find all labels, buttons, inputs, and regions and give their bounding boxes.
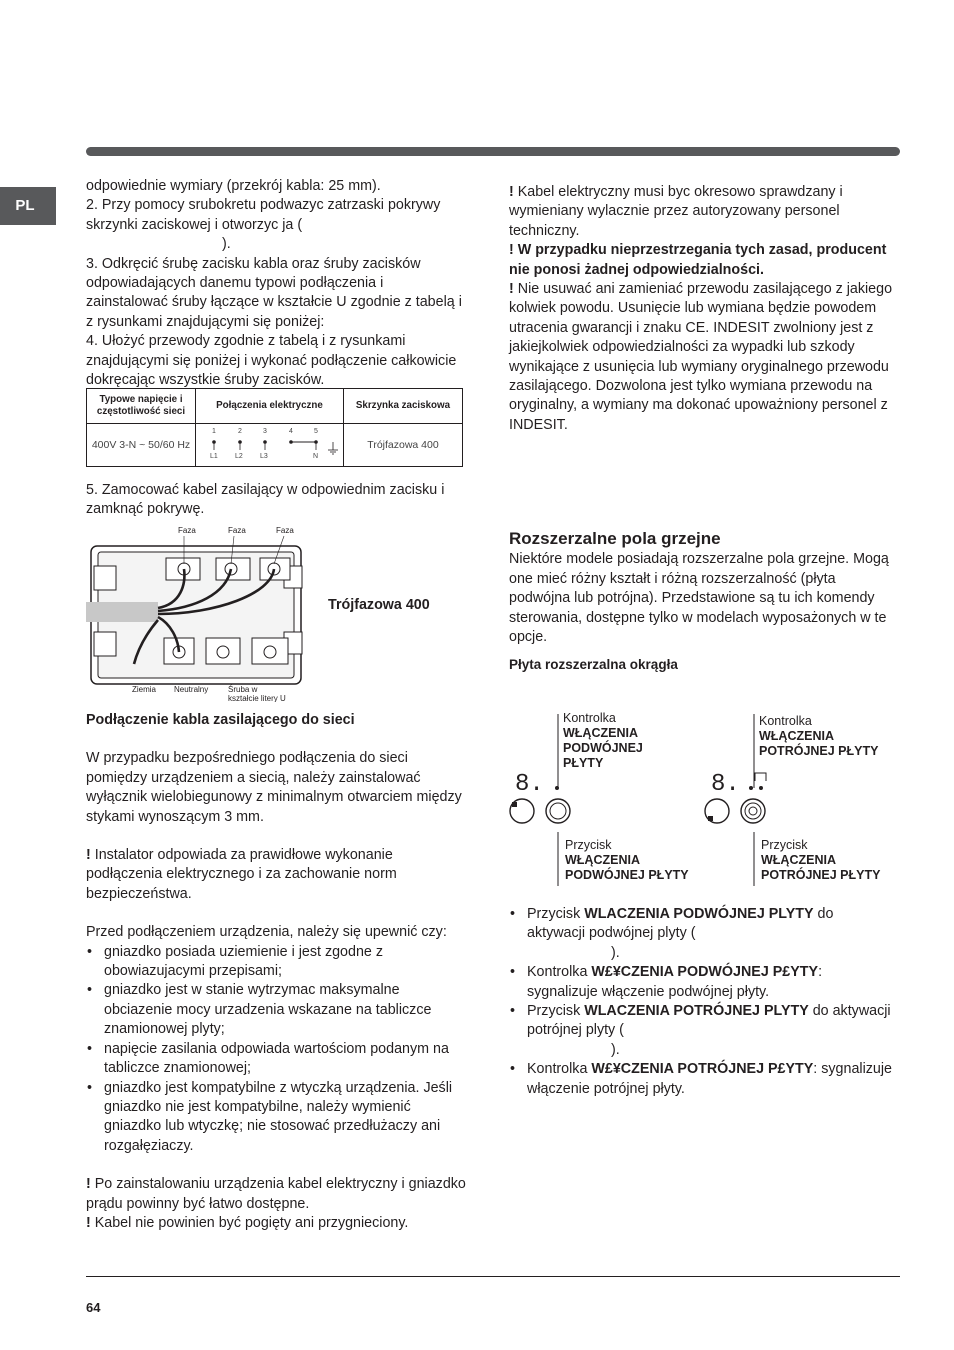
paragraph: Przed podłączeniem urządzenia, należy się upewnić czy:: [86, 924, 447, 941]
triple-zone-button-icon[interactable]: [741, 799, 765, 823]
terminal-number: 3: [263, 428, 267, 435]
paragraph: ! Kabel elektryczny musi byc okresowo sprawdzany i wymieniany wylacznie przez autoryzowany personel techniczny.: [509, 184, 843, 239]
checklist: [86, 943, 468, 1156]
list-item: • Kontrolka W£¥CZENIA PODWÓJNEJ P£YTY: sygnalizuje włączenie podwójnej płyty.: [509, 963, 894, 1002]
table-header: Typowe napięcie i częstotliwość sieci: [87, 389, 196, 424]
table-header: Skrzynka zaciskowa: [344, 389, 463, 424]
step-4: 4. Ułożyć przewody zgodnie z tabelą i z rysunkami znajdującymi się poniżej i wykonać podłączenie całkowicie dokręcając wszystkie śruby zacisków.: [86, 333, 457, 389]
warning-mark: !: [509, 184, 514, 200]
faza-label: Faza: [228, 526, 246, 535]
list-item: • Kontrolka W£¥CZENIA POTRÓJNEJ P£YTY: sygnalizuje włączenie potrójnej płyty.: [509, 1060, 894, 1099]
subheading: Płyta rozszerzalna okrągła: [509, 657, 678, 673]
header-bar: [86, 147, 900, 156]
terminal-number: 1: [212, 428, 216, 435]
left-column-top: [86, 177, 468, 390]
triple-indicator-label: Kontrolka WŁĄCZENIA POTRÓJNEJ PŁYTY: [759, 714, 879, 758]
faza-label: Faza: [178, 526, 196, 535]
terminal-box-diagram: [86, 524, 316, 702]
double-button-label: Przycisk WŁĄCZENIA PODWÓJNEJ PŁYTY: [565, 838, 689, 882]
step-5: 5. Zamocować kabel zasilający w odpowiednim zacisku i zamknąć pokrywę.: [86, 482, 445, 518]
triple-indicator-dot: [749, 786, 753, 790]
list-item: • gniazdko posiada uziemienie i jest zgodne z obowiazujacymi przepisami;: [86, 943, 468, 982]
right-column-bottom: [509, 905, 894, 1099]
right-column-middle: [509, 529, 894, 675]
triple-indicator-dot: [759, 786, 763, 790]
diagram-caption: Trójfazowa 400: [328, 597, 430, 613]
neutralny-label: Neutralny: [174, 685, 209, 694]
paragraph: Niektóre modele posiadają rozszerzalne pola grzejne. Mogą one mieć różny kształt i różną rozszerzalność (płyta podwójna lub potrójna). Przedstawione są tu ich komendy sterowania, dostępne tylko w modelach wyposażonych w te opcje.: [509, 551, 889, 646]
paragraph: ! Instalator odpowiada za prawidłowe wykonanie podłączenia elektrycznego i za zachowanie norm bezpieczeństwa.: [86, 847, 397, 902]
display-digit: 8.: [711, 771, 740, 798]
step-2-end: ).: [222, 236, 231, 253]
faza-label: Faza: [276, 526, 294, 535]
control-list: [509, 905, 894, 1099]
double-indicator-dot: [555, 786, 559, 790]
table-header: Połączenia elektryczne: [196, 389, 344, 424]
paragraph: ! Kabel nie powinien być pogięty ani przygnieciony.: [86, 1214, 409, 1231]
warning-mark: !: [86, 1214, 91, 1231]
sruba-label: Śruba w: [228, 685, 258, 694]
step-1-end: odpowiednie wymiary (przekrój kabla: 25 mm).: [86, 178, 381, 194]
box-cell: Trójfazowa 400: [344, 424, 463, 467]
warning-mark: !: [86, 1176, 91, 1193]
voltage-cell: 400V 3-N ~ 50/60 Hz: [87, 424, 196, 467]
terminal-cell: [196, 424, 344, 467]
step-3: 3. Odkręcić śrubę zacisku kabla oraz śruby zacisków odpowiadających danemu typowi podłączenia i zainstalować śruby łączące w kształcie U zgodnie z tabelą i z rysunkami znajdującymi się poniżej:: [86, 255, 462, 330]
connection-table: [86, 388, 463, 467]
terminal-label: L2: [235, 453, 243, 460]
paragraph: ! Po zainstalowaniu urządzenia kabel elektryczny i gniazdko prądu powinny być łatwo dostępne.: [86, 1176, 466, 1212]
double-indicator-label: Kontrolka WŁĄCZENIA PODWÓJNEJ PŁYTY: [563, 711, 643, 770]
terminal-label: N: [313, 453, 319, 460]
warning-mark: !: [86, 847, 91, 864]
triple-button-label: Przycisk WŁĄCZENIA POTRÓJNEJ PŁYTY: [761, 838, 881, 882]
warning-mark: !: [509, 281, 514, 298]
list-item: • Przycisk WLACZENIA PODWÓJNEJ PLYTY do aktywacji podwójnej plyty ( ).: [509, 905, 894, 963]
paragraph: ! W przypadku nieprzestrzegania tych zasad, producent nie ponosi żadnej odpowiedzialności.: [509, 242, 887, 278]
right-column-top: [509, 183, 894, 435]
display-digit: 8.: [515, 771, 544, 798]
paragraph: ! Nie usuwać ani zamieniać przewodu zasilającego z jakiego kolwiek powodu. Usunięcie lub wymiana będzie powodem utracenia gwarancji i znaku CE. INDESIT zwolniony jest z jakiejkolwiek odpowiedzialności za wypadki lub szkody wynikające z usunięcia lub wymiany oryginalnego przewodu zasilającego. Dozwolona jest tylko wymiana przewodu na oryginalny, a wymiany ma dokonać upoważniony personel z INDESIT.: [509, 281, 893, 433]
sruba-label: kształcie litery U: [228, 694, 286, 702]
ground-icon: [328, 442, 338, 454]
section-heading: Podłączenie kabla zasilającego do sieci: [86, 712, 355, 728]
list-item: • Przycisk WLACZENIA POTRÓJNEJ PLYTY do aktywacji potrójnej plyty ( ).: [509, 1002, 894, 1060]
terminal-diagram: [198, 424, 341, 462]
terminal-number: 2: [238, 428, 242, 435]
left-column-bottom: [86, 711, 468, 1233]
power-button-icon[interactable]: [510, 799, 534, 823]
section-title: Rozszerzalne pola grzejne: [509, 529, 721, 548]
terminal-label: L1: [210, 453, 218, 460]
language-tab: PL: [0, 187, 56, 225]
warning-mark: !: [509, 242, 514, 259]
list-item: • napięcie zasilania odpowiada wartościom podanym na tabliczce znamionowej;: [86, 1040, 468, 1079]
bracket-icon: [755, 773, 766, 781]
footer-divider: [86, 1276, 900, 1277]
double-zone-button-icon[interactable]: [546, 799, 570, 823]
power-button-icon[interactable]: [705, 799, 729, 823]
page-number: 64: [86, 1300, 101, 1315]
paragraph: W przypadku bezpośredniego podłączenia do sieci pomiędzy urządzeniem a siecią, należy zainstalować wyłącznik wielobiegunowy z minimalnym otwarciem między stykami wynoszącym 3 mm.: [86, 750, 462, 825]
terminal-number: 5: [314, 428, 318, 435]
terminal-label: L3: [260, 453, 268, 460]
step-2: 2. Przy pomocy srubokretu podwazyc zatrzaski pokrywy skrzynki zaciskowej i otworzyc ja (: [86, 197, 441, 233]
ziemia-label: Ziemia: [132, 685, 157, 694]
terminal-number: 4: [289, 428, 293, 435]
list-item: • gniazdko jest kompatybilne z wtyczką urządzenia. Jeśli gniazdko nie jest kompatybilne, należy wymienić gniazdko lub wtyczkę; nie stosować przedłużaczy ani rozgałęziaczy.: [86, 1079, 468, 1157]
list-item: • gniazdko jest w stanie wytrzymac maksymalne obciazenie mocy urzadzenia wskazane na tabliczce znamionowej plyty;: [86, 981, 468, 1039]
